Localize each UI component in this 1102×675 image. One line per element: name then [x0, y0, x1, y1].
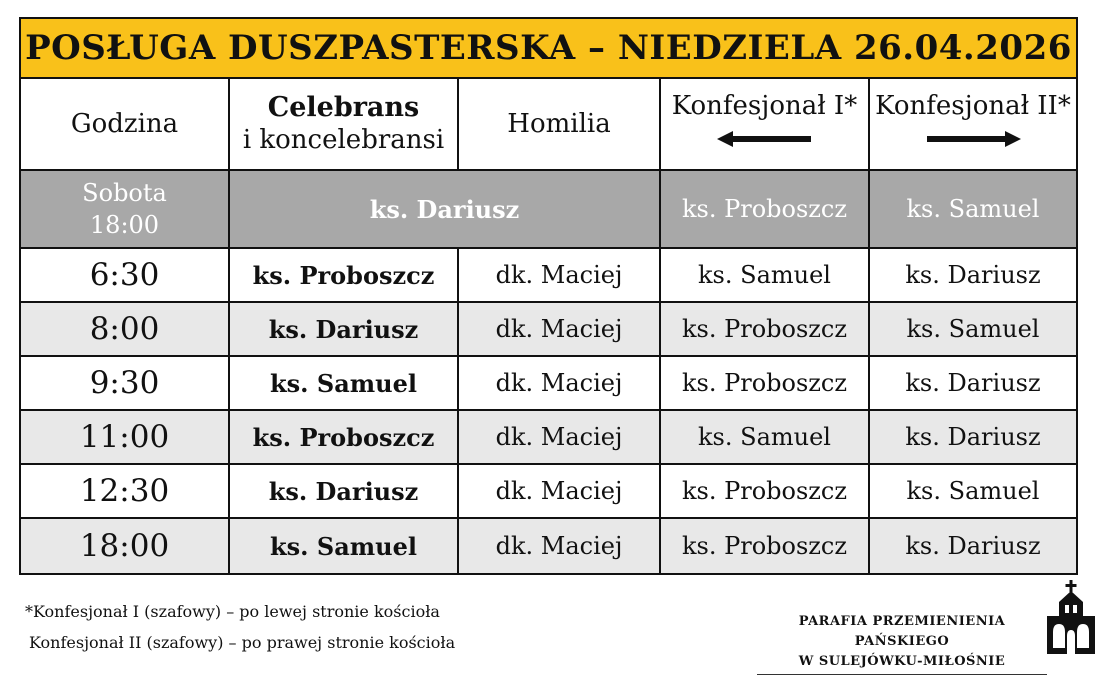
row-homily: dk. Maciej [459, 249, 661, 301]
parish-name-line2: W SULEJÓWKU-MIŁOŚNIE [798, 654, 1006, 669]
row-konf2: ks. Samuel [906, 315, 1040, 343]
table-row [21, 465, 1076, 519]
saturday-row [21, 171, 1076, 249]
arrow-right-icon [925, 131, 1021, 147]
row-time: 11:00 [21, 411, 230, 463]
header-koncelebransi-label: i koncelebransi [242, 125, 445, 155]
saturday-hour: 18:00 [89, 211, 160, 239]
row-homily: dk. Maciej [459, 519, 661, 573]
row-konf2: ks. Dariusz [905, 261, 1041, 289]
row-celebrant: ks. Proboszcz [230, 411, 459, 463]
row-konf1: ks. Samuel [661, 411, 870, 463]
footnote-konf1: *Konfesjonał I (szafowy) – po lewej stronie kościoła [25, 602, 440, 621]
saturday-konf2: ks. Samuel [906, 195, 1040, 223]
header-konf2 [870, 79, 1076, 169]
row-konf1: ks. Samuel [661, 249, 870, 301]
row-celebrant: ks. Dariusz [230, 465, 459, 517]
row-konf2: ks. Dariusz [905, 369, 1041, 397]
row-celebrant: ks. Samuel [230, 357, 459, 409]
table-row [21, 249, 1076, 303]
header-homilia: Homilia [459, 79, 661, 169]
parish-name-line1: PARAFIA PRZEMIENIENIA PAŃSKIEGO [798, 614, 1006, 649]
header-konf1-label: Konfesjonał I* [671, 91, 858, 121]
row-time: 12:30 [21, 465, 230, 517]
row-time: 9:30 [21, 357, 230, 409]
row-time: 18:00 [21, 519, 230, 573]
header-konf1 [661, 79, 870, 169]
header-celebrans-label: Celebrans [267, 92, 420, 123]
row-konf2: ks. Samuel [906, 477, 1040, 505]
footnote-konf2: Konfesjonał II (szafowy) – po prawej stronie kościoła [29, 633, 456, 652]
row-homily: dk. Maciej [459, 357, 661, 409]
page-title: POSŁUGA DUSZPASTERSKA – NIEDZIELA 26.04.2026 [21, 19, 1076, 79]
row-celebrant: ks. Samuel [230, 519, 459, 573]
saturday-time [21, 171, 230, 247]
row-celebrant: ks. Proboszcz [230, 249, 459, 301]
row-homily: dk. Maciej [459, 411, 661, 463]
arrow-left-icon [717, 131, 813, 147]
table-row [21, 519, 1076, 573]
schedule-table [19, 17, 1078, 575]
header-konf2-label: Konfesjonał II* [875, 91, 1071, 121]
row-konf1: ks. Proboszcz [661, 303, 870, 355]
saturday-day: Sobota [82, 179, 167, 207]
table-row [21, 303, 1076, 357]
row-homily: dk. Maciej [459, 303, 661, 355]
saturday-celebrant: ks. Dariusz [230, 171, 661, 247]
saturday-konf1: ks. Proboszcz [661, 171, 870, 247]
row-homily: dk. Maciej [459, 465, 661, 517]
row-celebrant: ks. Dariusz [230, 303, 459, 355]
parish-name [757, 612, 1047, 675]
row-konf1: ks. Proboszcz [661, 519, 870, 573]
table-row [21, 411, 1076, 465]
table-row [21, 357, 1076, 411]
church-icon [1045, 580, 1097, 654]
row-konf1: ks. Proboszcz [661, 357, 870, 409]
row-time: 6:30 [21, 249, 230, 301]
header-godzina: Godzina [21, 79, 230, 169]
header-row [21, 79, 1076, 171]
row-konf2: ks. Dariusz [905, 532, 1041, 560]
header-celebrans [230, 79, 459, 169]
row-konf1: ks. Proboszcz [661, 465, 870, 517]
row-time: 8:00 [21, 303, 230, 355]
row-konf2: ks. Dariusz [905, 423, 1041, 451]
